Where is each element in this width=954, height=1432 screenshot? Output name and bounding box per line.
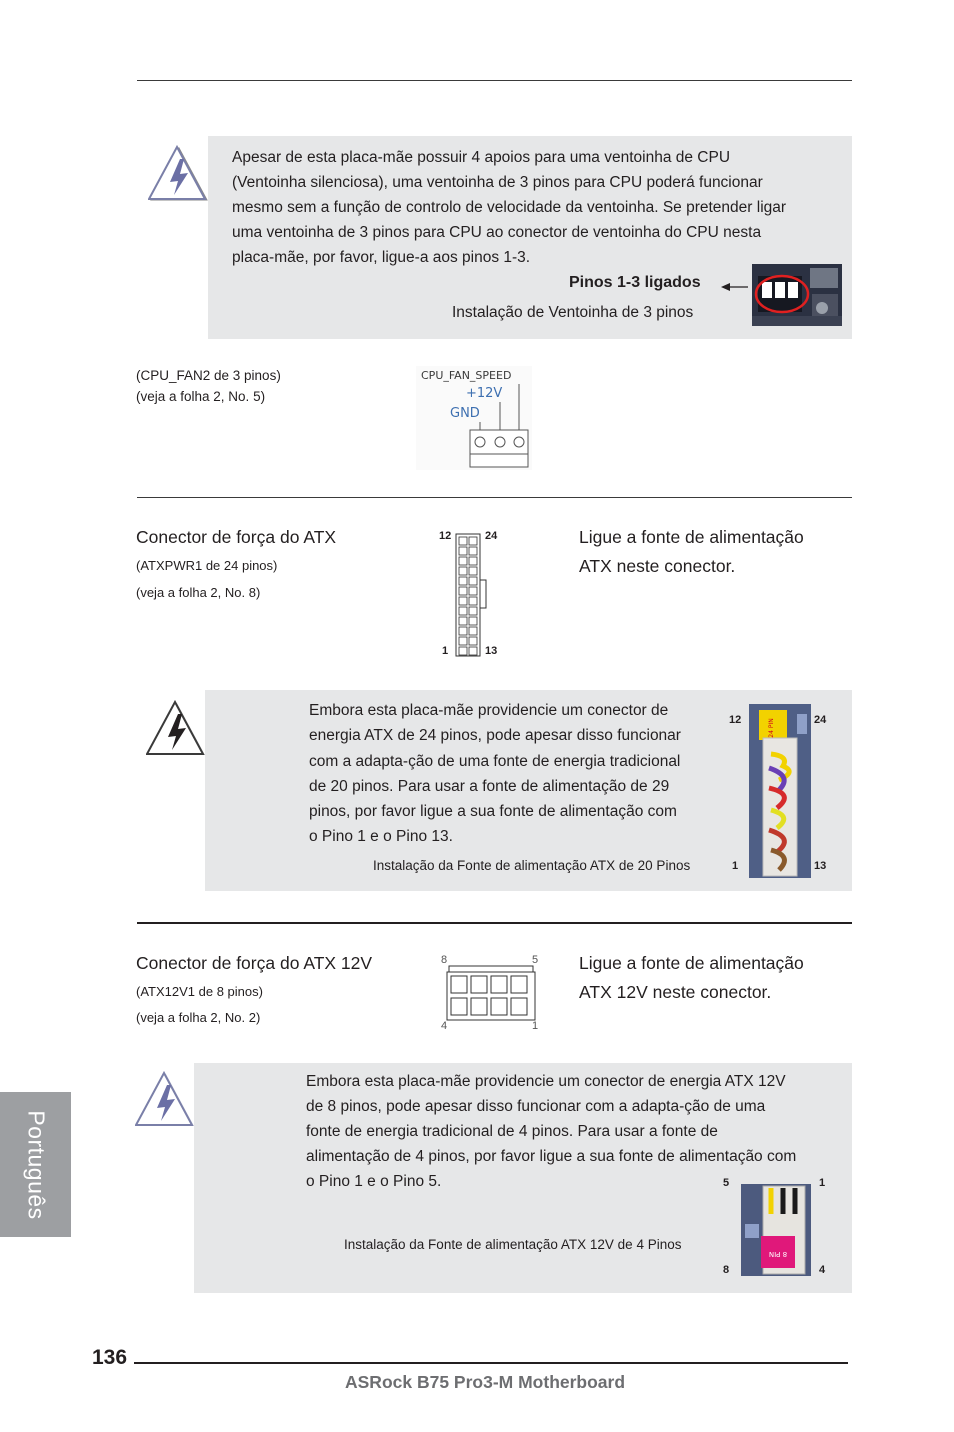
atx24-pin-cell (469, 627, 477, 635)
cpu-fan2-ref: (veja a folha 2, No. 5) (136, 389, 266, 404)
atx24-pin-cell (469, 597, 477, 605)
language-tab (0, 1092, 71, 1237)
atx24-pin-cell (459, 587, 467, 595)
atx12v-pin-label: 1 (532, 1020, 539, 1032)
atx-pin-label: 24 (485, 530, 498, 542)
cpu-fan2-name: (CPU_FAN2 de 3 pinos) (136, 368, 281, 383)
atx24-pin-cell (469, 647, 477, 655)
atx12v-desc-line2: ATX 12V neste conector. (579, 982, 772, 1002)
note-atx20-line: Embora esta placa-mãe providencie um conector de (309, 702, 669, 719)
note-atx12v-line: Embora esta placa-mãe providencie um conector de energia ATX 12V (306, 1073, 786, 1090)
atx-desc-line2: ATX neste conector. (579, 556, 736, 576)
page-number: 136 (92, 1346, 128, 1369)
atx-desc-line1: Ligue a fonte de alimentação (579, 527, 804, 547)
atx24-pin-cell (459, 537, 467, 545)
atx24-pin-cell (459, 547, 467, 555)
plus12v-label: +12V (466, 386, 503, 401)
atx12v-sub2: (veja a folha 2, No. 2) (136, 1010, 261, 1025)
atx12v-install-caption: Instalação da Fonte de alimentação ATX 12V de 4 Pinos (344, 1237, 682, 1252)
warning-icon (135, 1071, 197, 1131)
atx12v-desc-line1: Ligue a fonte de alimentação (579, 953, 804, 973)
atx24-pin-cell (459, 557, 467, 565)
svg-text:24 PIN: 24 PIN (768, 718, 775, 738)
note-fan-line: Apesar de esta placa-mãe possuir 4 apoios para uma ventoinha de CPU (232, 149, 731, 166)
atx12v-install-photo (741, 1184, 811, 1276)
atx12v-connector-diagram (445, 962, 537, 1022)
atx20-photo-pin-label: 13 (814, 860, 827, 872)
warning-icon (146, 700, 208, 760)
atx24-pin-cell (459, 647, 467, 655)
footer-rule (134, 1362, 848, 1364)
pins-connected-label: Pinos 1-3 ligados (569, 274, 701, 291)
atx24-pin-cell (459, 627, 467, 635)
note-atx20-line: energia ATX de 24 pinos, pode apesar disso funcionar (309, 727, 681, 745)
atx24-pin-cell (459, 617, 467, 625)
arrow-left-icon (721, 280, 749, 292)
atx12v-photo-pin-label: 8 (723, 1264, 730, 1276)
atx24-pin-cell (469, 587, 477, 595)
atx-sub1: (ATXPWR1 de 24 pinos) (136, 558, 278, 573)
atx24-pin-cell (469, 537, 477, 545)
note-atx12v-line: fonte de energia tradicional de 4 pinos. Para usar a fonte de (306, 1123, 718, 1140)
footer-model: ASRock B75 Pro3-M Motherboard (345, 1372, 626, 1392)
fan-header-photo (752, 264, 842, 326)
atx24-pin-cell (459, 607, 467, 615)
note-atx12v-line: o Pino 1 e o Pino 5. (306, 1173, 442, 1190)
fan-pin-diagram (416, 366, 532, 470)
top-rule (137, 80, 852, 81)
fan-install-caption: Instalação de Ventoinha de 3 pinos (452, 304, 694, 321)
note-atx12v-line: de 8 pinos, pode apesar disso funcionar com a adapta-ção de uma (306, 1098, 766, 1115)
atx-title: Conector de força do ATX (136, 527, 337, 547)
atx-pin-label: 13 (485, 645, 498, 657)
fan-speed-label: CPU_FAN_SPEED (421, 369, 512, 382)
atx24-pin-cell (469, 577, 477, 585)
atx24-connector-diagram (455, 533, 489, 657)
atx12v-photo-pin-label: 1 (819, 1177, 826, 1189)
note-atx20-line: o Pino 1 e o Pino 13. (309, 828, 453, 846)
atx24-pin-cell (459, 567, 467, 575)
atx12v-pin-label: 5 (532, 954, 539, 966)
note-fan-line: uma ventoinha de 3 pinos para CPU ao conector de ventoinha do CPU nesta (232, 224, 762, 241)
language-tab-label: Português (23, 1109, 49, 1220)
atx12v-pin-label: 4 (441, 1020, 448, 1032)
gnd-label: GND (450, 406, 480, 421)
note-fan-line: placa-mãe, por favor, ligue-a aos pinos 1-3. (232, 249, 531, 266)
note-atx20-line: pinos, por favor ligue a sua fonte de alimentação com (309, 803, 677, 821)
note-atx20-text (309, 698, 719, 850)
atx-pin-label: 12 (439, 530, 452, 542)
atx12v-pin-label: 8 (441, 954, 448, 966)
atx-pin-label: 1 (442, 645, 449, 657)
atx20-photo-pin-label: 12 (729, 714, 742, 726)
atx12v-photo-pin-label: 5 (723, 1177, 730, 1189)
section-rule (137, 497, 852, 498)
note-atx20-line: de 20 pinos. Para usar a fonte de alimentação de 29 (309, 777, 670, 795)
atx20-install-caption: Instalação da Fonte de alimentação ATX de 20 Pinos (373, 858, 691, 873)
atx24-pin-cell (469, 547, 477, 555)
note-fan-text (232, 145, 842, 270)
note-fan-line: mesmo sem a função de controlo de velocidade da ventoinha. Se pretender ligar (232, 199, 787, 216)
atx24-pin-cell (459, 637, 467, 645)
svg-text:8 PIN: 8 PIN (768, 1250, 788, 1258)
atx20-install-photo (749, 704, 811, 878)
section-rule (137, 922, 852, 924)
warning-icon (148, 145, 210, 205)
atx12v-title: Conector de força do ATX 12V (136, 953, 373, 973)
atx24-pin-cell (469, 617, 477, 625)
atx24-pin-cell (459, 597, 467, 605)
atx20-photo-pin-label: 24 (814, 714, 827, 726)
note-atx20-line: com a adapta-ção de uma fonte de energia tradicional (309, 752, 681, 770)
atx12v-photo-pin-label: 4 (819, 1264, 826, 1276)
atx24-pin-cell (469, 607, 477, 615)
note-fan-line: (Ventoinha silenciosa), uma ventoinha de 3 pinos para CPU poderá funcionar (232, 174, 763, 191)
note-atx12v-line: alimentação de 4 pinos, por favor ligue a sua fonte de alimentação com (306, 1148, 797, 1165)
atx24-pin-cell (469, 567, 477, 575)
atx12v-sub1: (ATX12V1 de 8 pinos) (136, 984, 263, 999)
atx24-pin-cell (469, 557, 477, 565)
atx24-pin-cell (459, 577, 467, 585)
atx-sub2: (veja a folha 2, No. 8) (136, 585, 261, 600)
atx24-pin-cell (469, 637, 477, 645)
atx20-photo-pin-label: 1 (732, 860, 739, 872)
note-atx12v-text (306, 1069, 846, 1194)
